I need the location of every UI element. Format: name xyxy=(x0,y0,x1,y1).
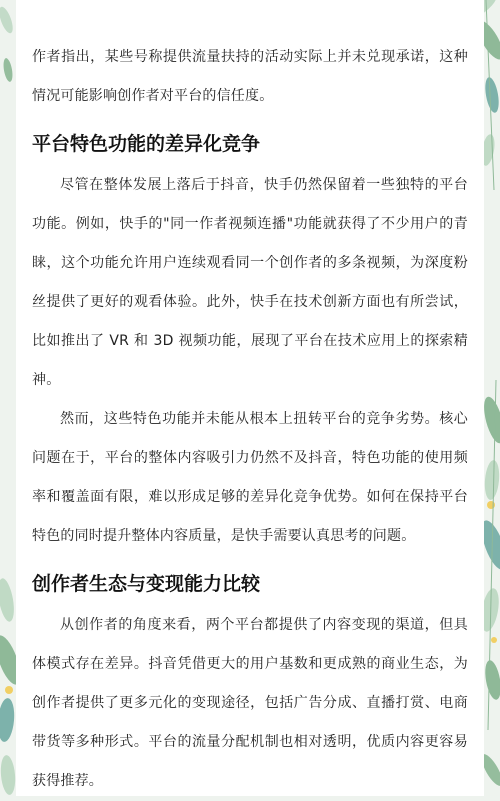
paragraph-disadvantage: 然而，这些特色功能并未能从根本上扭转平台的竞争劣势。核心问题在于，平台的整体内容吸引力仍然不及抖音，特色功能的使用频率和覆盖面有限，难以形成足够的差异化竞争优势。如何在保持平台特色的同时提升整体内容质量，是快手需要认真思考的问题。 xyxy=(32,411,468,544)
paragraph-intro: 作者指出，某些号称提供流量扶持的活动实际上并未兑现承诺，这种情况可能影响创作者对平台的信任度。 xyxy=(32,49,468,104)
section-heading-platform-features: 平台特色功能的差异化竞争 xyxy=(32,133,261,155)
paragraph-features: 尽管在整体发展上落后于抖音，快手仍然保留着一些独特的平台功能。例如，快手的"同一作者视频连播"功能就获得了不少用户的青睐，这个功能允许用户连续观看同一个创作者的多条视频，为深度粉丝提供了更好的观看体验。此外，快手在技术创新方面也有所尝试，比如推出了 VR 和 3D 视频功能，展现了平台在技术应用上的探索精神。 xyxy=(32,177,468,388)
leaf-cluster-top-left-icon xyxy=(0,5,15,82)
article-card xyxy=(16,0,484,796)
section-heading-creator-ecosystem: 创作者生态与变现能力比较 xyxy=(32,573,261,595)
paragraph-monetization: 从创作者的角度来看，两个平台都提供了内容变现的渠道，但具体模式存在差异。抖音凭借更大的用户基数和更成熟的商业生态，为创作者提供了更多元化的变现途径，包括广告分成、直播打赏、电商带货等多种形式。平台的流量分配机制也相对透明，优质内容更容易获得推荐。 xyxy=(32,617,468,789)
